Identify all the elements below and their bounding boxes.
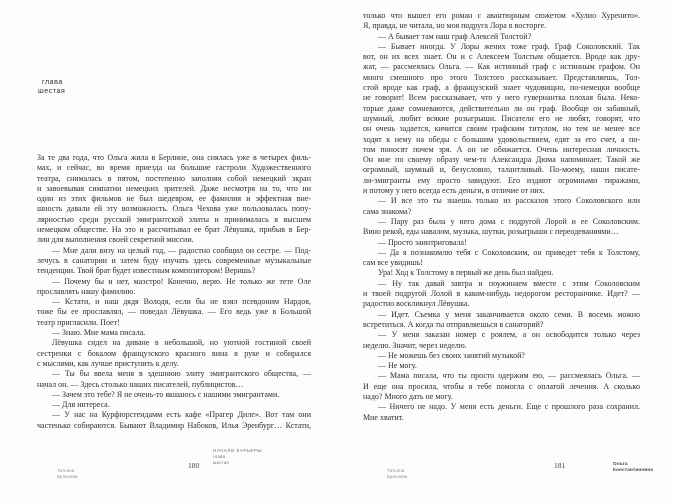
text-line: он очень задается, кичится своим графским титулом, но тем не менее все (363, 124, 640, 134)
running-chapter-line2: шестая (213, 459, 230, 465)
text-line: шумный, любит всякие розыгрыши. Писатели его не любят, говорят, что (363, 113, 640, 123)
text-line: один из этих фильмов не был шедевром, ее фамилия и эффектная вне- (37, 194, 311, 204)
running-part-title: НАЧАЛО КАРЬЕРЫ (213, 448, 263, 453)
text-line: Я, правда, не читала, но моя подруга Лора в восторге. (363, 21, 547, 31)
text-line: — Кстати, и наш дядя Володя, если бы не взял псевдоним Нардов, (52, 297, 311, 307)
text-line: — Зачем это тебе? Я не очень-то якшаюсь с нашими эмигрантами. (52, 389, 280, 399)
text-line: — Для интереса. (52, 400, 110, 410)
text-line: И еще она просила, чтобы я тебе помогла с оплатой лечения. А сколько (363, 381, 640, 391)
running-author-line1: Татьяна (57, 468, 75, 473)
text-line: прославлять нашу фамилию. (37, 286, 136, 296)
running-book-title-line2: Константиновна (613, 467, 654, 472)
text-line: лечусь в санатории и затем буду изучать здесь современные музыкальные (37, 255, 311, 265)
text-line: ли-эмигранты ему просто завидуют. Его издают огромными тиражами, (363, 175, 640, 185)
chapter-heading-line2: шестая (38, 87, 66, 95)
text-line: и твоей подругой Лолой в каком-нибудь недорогом ресторанчике. Идет? — (363, 289, 640, 299)
text-line: — А бывает там наш граф Алексей Толстой? (378, 31, 532, 41)
text-line: — Да я познакомлю тебя с Соколовским, он приведет тебя к Толстому, (378, 247, 640, 257)
text-line: — У меня заказан номер с роялем, а он освободится только через (378, 330, 640, 340)
text-line: — Мама писала, что ты просто одержим ею, — рассмеялась Ольга. — (378, 371, 640, 381)
text-line: огромный, шумный и, безусловно, талантливый. По-моему, наши писате- (363, 165, 640, 175)
running-author-line2: Бронзова (57, 473, 78, 479)
text-line: шность давали ей эту возможность. Ольга Чехова уже пользовалась попу- (37, 204, 311, 214)
text-line: — Идет. Съемка у меня заканчивается около семи. В восемь можно (378, 309, 640, 319)
text-line: радостно воскликнул Лёвушка. (363, 299, 470, 309)
running-author-line2: Бронзова (387, 473, 408, 479)
text-line: театр пригласили. Поет! (37, 317, 120, 327)
running-footer-left (213, 448, 262, 465)
text-line: Он мне по своему образу чем-то Александра Дюма напоминает. Такой же (363, 155, 640, 165)
text-line: вот, он их всех знает. Он и с Алексеем Толстым общается. Вроде как дру- (363, 52, 640, 62)
running-chapter-line1: глава (213, 454, 226, 460)
text-line: жат, — рассмеялась Ольга. — Как истинный граф с истинным графом. Он (363, 62, 640, 72)
running-author-right (387, 468, 408, 479)
text-line: много смешного про этого Толстого рассказывает. Представляешь, Тол- (363, 72, 640, 82)
running-author-line1: Татьяна (387, 468, 405, 473)
text-line: театра, снималась в пятом, постепенно заполняя собой немецкий экран (37, 173, 311, 183)
text-line: — Пару раз была у него дома с подругой Лорой и ее Соколовским. (378, 216, 640, 226)
text-line: надо? Много дать не могу. (363, 391, 453, 401)
text-line: Ура! Ход к Толстому в первый же день был найден. (378, 268, 554, 278)
text-line: — Почему бы и нет, маэстро! Конечно, верю. Не только же тете Оле (52, 276, 311, 286)
text-line: — Не могу. (378, 361, 417, 371)
text-line: и завоевывая симпатии немецких зрителей. Даже несмотря на то, что ни (37, 183, 311, 193)
text-line: — Знаю. Мне мама писала. (52, 328, 146, 338)
text-line: неделю. Значит, через неделю. (363, 340, 467, 350)
text-line: — Ты бы ввела меня в здешнюю элиту эмигрантского общества, — (52, 369, 311, 379)
text-line: том поносят почем зря. А он не обижается. Очень интересная личность. (363, 144, 640, 154)
text-line: тенденции. Твой брат будет известным композитором! Веришь? (37, 266, 256, 276)
body-text-right (363, 11, 640, 423)
text-line: тоже бы ее прославлял, — поведал Лёвушка. — Его ведь уже в Большой (37, 307, 311, 317)
text-line: — Не можешь без своих занятий музыкой? (378, 350, 525, 360)
text-line: мах, и сейчас, во время приезда на большие гастроли Художественного (37, 163, 311, 173)
text-line: За те два года, что Ольга жила в Берлине, она снялась уже в четырех филь- (37, 153, 311, 162)
text-line: — Бывает иногда. У Лоры жених тоже граф. Граф Соколовский. Так (378, 41, 640, 51)
page-number-left: 180 (188, 461, 200, 470)
text-line: — Просто заинтриговала! (378, 237, 467, 247)
text-line: частенько собираются. Бывают Владимир Набоков, Илья Эренбург… Кстати, (37, 420, 311, 430)
text-line: стой вроде как граф, а французский знает чудовищно, по-немецки вообще (363, 83, 640, 93)
text-line: — Мне дали визу на целый год, — радостно сообщил он сестре. — Под- (52, 245, 311, 255)
chapter-heading-line1: глава (42, 79, 63, 86)
text-line: сестренки с бокалом французского красного вина в руке и собирался (37, 348, 311, 358)
text-line: начал он. — Здесь столько наших писателей, публицистов… (37, 379, 244, 389)
text-line: сама знакома? (363, 206, 412, 216)
text-line: Лёвушка сидел на диване в небольшой, но уютной гостиной своей (52, 338, 311, 348)
running-book-title (613, 461, 653, 473)
text-line: лярностью среди русской эмигрантской элиты и принималась в высшем (37, 214, 311, 224)
text-line: торые даже сомневаются, действительно ли он граф. Вообще он забавный, (363, 103, 640, 113)
running-author-left (57, 468, 78, 479)
text-line: встретиться. А когда ты отправляешься в санаторий? (363, 319, 544, 329)
text-line: лин для выполнения своей секретной миссии. (37, 235, 194, 245)
text-line: немецком обществе. На это и рассчитывал ее брат Лёвушка, прибыв в Бер- (37, 225, 311, 235)
chapter-heading (38, 79, 65, 97)
running-book-title-line1: Ольга (613, 461, 628, 466)
text-line: ходят к нему на обеды с большим удовольствием, едят за его счет, а по- (363, 134, 640, 144)
text-line: Мне хватит. (363, 412, 404, 422)
text-line: и потому у него всегда есть деньги, в отличие от них. (363, 186, 545, 196)
text-line: не говорит! Всем рассказывает, что у него гувернантка плохая была. Неко- (363, 93, 640, 103)
text-line: — Ну так давай завтра и поужинаем вместе с этим Соколовским (378, 278, 640, 288)
text-line: — Ничего не надо. У меня есть деньги. Еще с прошлого раза сохранил. (378, 402, 640, 412)
text-line: Вино рекой, еды навалом, музыка, шутки, розыгрыши с переодеваниями… (363, 227, 619, 237)
body-text-left (37, 153, 311, 431)
text-line: — И все это ты знаешь только из рассказов этого Соколовского или (378, 196, 640, 206)
page-number-right: 181 (554, 461, 566, 470)
text-line: — У нас на Курфюрстендамм есть кафе «Прагер Диле». Вот там они (52, 410, 311, 420)
text-line: только что вышел его роман с авантюрным сюжетом «Хулио Хуренито». (363, 11, 640, 20)
text-line: с мыслями, как лучше приступить к делу. (37, 358, 179, 368)
text-line: сам все увидишь! (363, 258, 424, 268)
